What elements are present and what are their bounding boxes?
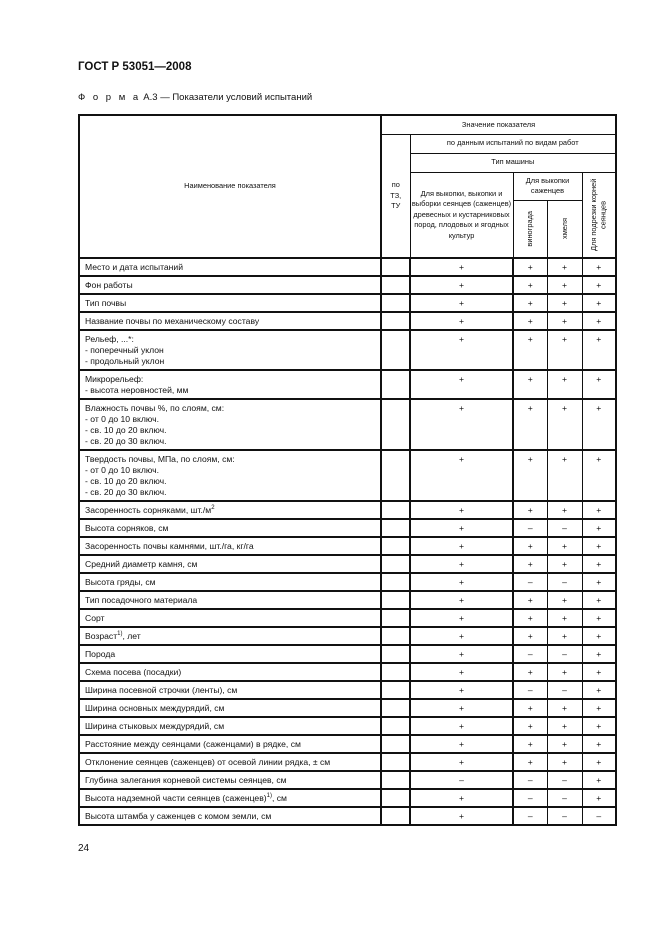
page-number: 24 bbox=[78, 843, 90, 854]
indicator-name bbox=[79, 537, 381, 555]
value-roots: + bbox=[582, 276, 616, 294]
value-roots: + bbox=[582, 627, 616, 645]
indicator-name bbox=[79, 312, 381, 330]
indicator-line: Высота сорняков, см bbox=[85, 523, 169, 533]
value-tz bbox=[381, 450, 410, 501]
value-tz bbox=[381, 370, 410, 399]
indicator-name bbox=[79, 609, 381, 627]
indicator-name bbox=[79, 330, 381, 370]
value-seedlings: + bbox=[410, 399, 513, 450]
indicator-line: Твердость почвы, МПа, по слоям, см: bbox=[85, 454, 235, 464]
indicator-line: - продольный уклон bbox=[85, 356, 165, 366]
table-row bbox=[79, 717, 616, 735]
indicator-name bbox=[79, 717, 381, 735]
table-row bbox=[79, 501, 616, 519]
value-roots: + bbox=[582, 753, 616, 771]
conditions-table bbox=[78, 114, 617, 826]
table-row bbox=[79, 573, 616, 591]
value-tz bbox=[381, 537, 410, 555]
value-hops: + bbox=[547, 399, 582, 450]
value-grape: + bbox=[513, 627, 547, 645]
value-grape: + bbox=[513, 555, 547, 573]
table-row bbox=[79, 609, 616, 627]
indicator-name bbox=[79, 699, 381, 717]
value-tz bbox=[381, 681, 410, 699]
value-tz bbox=[381, 573, 410, 591]
indicator-name bbox=[79, 258, 381, 276]
indicator-line: Тип почвы bbox=[85, 298, 127, 308]
value-hops: + bbox=[547, 370, 582, 399]
value-tz bbox=[381, 591, 410, 609]
value-seedlings: + bbox=[410, 312, 513, 330]
table-row bbox=[79, 789, 616, 807]
value-tz bbox=[381, 627, 410, 645]
value-seedlings: + bbox=[410, 537, 513, 555]
indicator-line: - поперечный уклон bbox=[85, 345, 164, 355]
header-seedlings: Для выкопки, выкопки и выборки сеянцев (саженцев) древесных и кустарниковых пород, плодовых и ягодных культур bbox=[410, 172, 513, 258]
value-roots: + bbox=[582, 294, 616, 312]
value-tz bbox=[381, 294, 410, 312]
value-grape: – bbox=[513, 789, 547, 807]
value-hops: + bbox=[547, 753, 582, 771]
value-grape: – bbox=[513, 573, 547, 591]
value-seedlings: + bbox=[410, 573, 513, 591]
value-tz bbox=[381, 519, 410, 537]
value-hops: – bbox=[547, 519, 582, 537]
indicator-line: Схема посева (посадки) bbox=[85, 667, 182, 677]
value-grape: + bbox=[513, 717, 547, 735]
header-machine-type: Тип машины bbox=[410, 153, 616, 172]
value-grape: – bbox=[513, 807, 547, 825]
value-seedlings: + bbox=[410, 609, 513, 627]
value-hops: – bbox=[547, 573, 582, 591]
value-roots: + bbox=[582, 399, 616, 450]
value-roots: + bbox=[582, 681, 616, 699]
table-row bbox=[79, 276, 616, 294]
table-row bbox=[79, 591, 616, 609]
indicator-suffix: , лет bbox=[122, 631, 141, 641]
value-hops: + bbox=[547, 627, 582, 645]
value-tz bbox=[381, 771, 410, 789]
value-seedlings: + bbox=[410, 699, 513, 717]
indicator-name bbox=[79, 591, 381, 609]
value-grape: + bbox=[513, 330, 547, 370]
value-tz bbox=[381, 753, 410, 771]
indicator-name bbox=[79, 450, 381, 501]
indicator-line: - св. 10 до 20 включ. bbox=[85, 425, 167, 435]
value-grape: – bbox=[513, 681, 547, 699]
value-hops: + bbox=[547, 717, 582, 735]
indicator-line: - от 0 до 10 включ. bbox=[85, 414, 160, 424]
value-tz bbox=[381, 807, 410, 825]
indicator-line: - высота неровностей, мм bbox=[85, 385, 189, 395]
value-grape: + bbox=[513, 258, 547, 276]
indicator-line: Влажность почвы %, по слоям, см: bbox=[85, 403, 225, 413]
value-seedlings: + bbox=[410, 519, 513, 537]
table-row bbox=[79, 807, 616, 825]
value-roots: + bbox=[582, 450, 616, 501]
indicator-name bbox=[79, 681, 381, 699]
value-roots: + bbox=[582, 609, 616, 627]
value-hops: + bbox=[547, 258, 582, 276]
table-row bbox=[79, 627, 616, 645]
indicator-line: Фон работы bbox=[85, 280, 133, 290]
value-roots: + bbox=[582, 699, 616, 717]
header-test-data: по данным испытаний по видам работ bbox=[410, 134, 616, 153]
value-tz bbox=[381, 609, 410, 627]
value-roots: + bbox=[582, 789, 616, 807]
value-seedlings: + bbox=[410, 501, 513, 519]
header-name: Наименование показателя bbox=[79, 115, 381, 258]
indicator-text: Возраст bbox=[85, 631, 118, 641]
value-grape: + bbox=[513, 276, 547, 294]
value-hops: – bbox=[547, 645, 582, 663]
value-roots: + bbox=[582, 771, 616, 789]
indicator-name bbox=[79, 370, 381, 399]
value-roots: + bbox=[582, 537, 616, 555]
value-seedlings: + bbox=[410, 450, 513, 501]
indicator-line: Глубина залегания корневой системы сеянцев, см bbox=[85, 775, 287, 785]
indicator-line: Расстояние между сеянцами (саженцами) в рядке, см bbox=[85, 739, 301, 749]
value-seedlings: + bbox=[410, 789, 513, 807]
value-grape: + bbox=[513, 699, 547, 717]
indicator-line: Высота штамба у саженцев с комом земли, см bbox=[85, 811, 272, 821]
indicator-line: Название почвы по механическому составу bbox=[85, 316, 260, 326]
table-row bbox=[79, 370, 616, 399]
form-caption bbox=[78, 92, 312, 103]
value-tz bbox=[381, 399, 410, 450]
value-roots: + bbox=[582, 519, 616, 537]
value-grape: + bbox=[513, 735, 547, 753]
indicator-name bbox=[79, 294, 381, 312]
value-roots: + bbox=[582, 312, 616, 330]
table-row bbox=[79, 294, 616, 312]
value-roots: + bbox=[582, 645, 616, 663]
value-tz bbox=[381, 663, 410, 681]
value-hops: + bbox=[547, 537, 582, 555]
value-grape: + bbox=[513, 294, 547, 312]
indicator-name bbox=[79, 501, 381, 519]
value-seedlings: + bbox=[410, 276, 513, 294]
value-tz bbox=[381, 699, 410, 717]
header-value: Значение показателя bbox=[381, 115, 616, 134]
value-hops: + bbox=[547, 699, 582, 717]
value-tz bbox=[381, 789, 410, 807]
indicator-line: Рельеф, ...*: bbox=[85, 334, 134, 344]
table-row bbox=[79, 258, 616, 276]
value-seedlings: + bbox=[410, 627, 513, 645]
value-seedlings: + bbox=[410, 717, 513, 735]
indicator-line: Тип посадочного материала bbox=[85, 595, 198, 605]
value-hops: – bbox=[547, 789, 582, 807]
indicator-name bbox=[79, 645, 381, 663]
value-hops: + bbox=[547, 312, 582, 330]
header-tz: по ТЗ, ТУ bbox=[381, 134, 410, 258]
value-hops: – bbox=[547, 807, 582, 825]
indicator-line bbox=[85, 793, 375, 804]
indicator-line: Микрорельеф: bbox=[85, 374, 144, 384]
value-tz bbox=[381, 735, 410, 753]
indicator-text: Высота надземной части сеянцев (саженцев) bbox=[85, 793, 267, 803]
indicator-name bbox=[79, 771, 381, 789]
value-roots: + bbox=[582, 555, 616, 573]
indicator-line: - св. 10 до 20 включ. bbox=[85, 476, 167, 486]
value-roots: + bbox=[582, 330, 616, 370]
value-roots: + bbox=[582, 717, 616, 735]
value-roots: – bbox=[582, 807, 616, 825]
value-roots: + bbox=[582, 591, 616, 609]
indicator-line: - св. 20 до 30 включ. bbox=[85, 487, 167, 497]
value-roots: + bbox=[582, 663, 616, 681]
value-grape: + bbox=[513, 663, 547, 681]
header-roots: Для подрезки корней сеянцев bbox=[582, 172, 616, 258]
value-seedlings: + bbox=[410, 681, 513, 699]
indicator-line: Сорт bbox=[85, 613, 105, 623]
indicator-line: Ширина посевной строчки (ленты), см bbox=[85, 685, 238, 695]
value-seedlings: + bbox=[410, 591, 513, 609]
value-hops: – bbox=[547, 681, 582, 699]
indicator-line: Засоренность почвы камнями, шт./га, кг/га bbox=[85, 541, 254, 551]
value-hops: + bbox=[547, 450, 582, 501]
table-row bbox=[79, 399, 616, 450]
header-grape: винограда bbox=[513, 200, 547, 258]
indicator-line bbox=[85, 631, 375, 642]
value-hops: + bbox=[547, 735, 582, 753]
value-hops: + bbox=[547, 663, 582, 681]
value-seedlings: + bbox=[410, 370, 513, 399]
caption-prefix: Ф о р м а bbox=[78, 92, 141, 103]
value-seedlings: + bbox=[410, 294, 513, 312]
value-tz bbox=[381, 258, 410, 276]
value-grape: – bbox=[513, 519, 547, 537]
indicator-line: Средний диаметр камня, см bbox=[85, 559, 198, 569]
table-row bbox=[79, 330, 616, 370]
table-row bbox=[79, 735, 616, 753]
value-tz bbox=[381, 555, 410, 573]
table-row bbox=[79, 663, 616, 681]
value-grape: – bbox=[513, 645, 547, 663]
value-roots: + bbox=[582, 370, 616, 399]
indicator-line: Отклонение сеянцев (саженцев) от осевой линии рядка, ± см bbox=[85, 757, 331, 767]
value-hops: + bbox=[547, 276, 582, 294]
table-row bbox=[79, 681, 616, 699]
document-title: ГОСТ Р 53051—2008 bbox=[78, 61, 192, 73]
table-row bbox=[79, 645, 616, 663]
value-grape: + bbox=[513, 591, 547, 609]
header-hops: хмеля bbox=[547, 200, 582, 258]
value-grape: + bbox=[513, 370, 547, 399]
indicator-line: - св. 20 до 30 включ. bbox=[85, 436, 167, 446]
value-seedlings: + bbox=[410, 807, 513, 825]
value-hops: + bbox=[547, 609, 582, 627]
value-seedlings: + bbox=[410, 258, 513, 276]
footnote-mark: 2 bbox=[211, 505, 215, 512]
value-hops: + bbox=[547, 591, 582, 609]
indicator-name bbox=[79, 573, 381, 591]
value-grape: + bbox=[513, 753, 547, 771]
value-roots: + bbox=[582, 258, 616, 276]
table-row bbox=[79, 519, 616, 537]
table-row bbox=[79, 753, 616, 771]
table-row bbox=[79, 555, 616, 573]
table-row bbox=[79, 699, 616, 717]
indicator-suffix: , см bbox=[271, 793, 287, 803]
table-row bbox=[79, 771, 616, 789]
value-hops: + bbox=[547, 294, 582, 312]
value-seedlings: + bbox=[410, 735, 513, 753]
indicator-name bbox=[79, 663, 381, 681]
value-seedlings: + bbox=[410, 663, 513, 681]
indicator-name bbox=[79, 735, 381, 753]
value-hops: + bbox=[547, 501, 582, 519]
header-saplings: Для выкопки саженцев bbox=[513, 172, 582, 200]
value-tz bbox=[381, 645, 410, 663]
table-row bbox=[79, 312, 616, 330]
indicator-text: Засоренность сорняками, шт./м bbox=[85, 505, 212, 515]
value-tz bbox=[381, 312, 410, 330]
value-seedlings: + bbox=[410, 555, 513, 573]
indicator-name bbox=[79, 519, 381, 537]
table-row bbox=[79, 450, 616, 501]
footnote-mark: 1) bbox=[117, 631, 123, 638]
value-hops: – bbox=[547, 771, 582, 789]
caption-text: А.3 — Показатели условий испытаний bbox=[140, 92, 313, 103]
indicator-name bbox=[79, 276, 381, 294]
table-row bbox=[79, 537, 616, 555]
value-seedlings: – bbox=[410, 771, 513, 789]
value-grape: + bbox=[513, 399, 547, 450]
indicator-line: Ширина стыковых междурядий, см bbox=[85, 721, 225, 731]
value-seedlings: + bbox=[410, 645, 513, 663]
indicator-name bbox=[79, 789, 381, 807]
indicator-line bbox=[85, 505, 375, 516]
indicator-name bbox=[79, 627, 381, 645]
indicator-name bbox=[79, 807, 381, 825]
indicator-line: Высота гряды, см bbox=[85, 577, 156, 587]
indicator-line: - от 0 до 10 включ. bbox=[85, 465, 160, 475]
indicator-name bbox=[79, 555, 381, 573]
value-hops: + bbox=[547, 330, 582, 370]
value-tz bbox=[381, 717, 410, 735]
indicator-line: Порода bbox=[85, 649, 116, 659]
value-grape: + bbox=[513, 609, 547, 627]
value-tz bbox=[381, 330, 410, 370]
value-tz bbox=[381, 276, 410, 294]
value-roots: + bbox=[582, 573, 616, 591]
indicator-line: Ширина основных междурядий, см bbox=[85, 703, 225, 713]
value-tz bbox=[381, 501, 410, 519]
indicator-name bbox=[79, 399, 381, 450]
value-hops: + bbox=[547, 555, 582, 573]
value-roots: + bbox=[582, 501, 616, 519]
footnote-mark: 1) bbox=[266, 793, 272, 800]
indicator-name bbox=[79, 753, 381, 771]
value-roots: + bbox=[582, 735, 616, 753]
value-seedlings: + bbox=[410, 753, 513, 771]
value-grape: + bbox=[513, 450, 547, 501]
indicator-line: Место и дата испытаний bbox=[85, 262, 184, 272]
value-grape: – bbox=[513, 771, 547, 789]
value-grape: + bbox=[513, 312, 547, 330]
value-grape: + bbox=[513, 501, 547, 519]
value-seedlings: + bbox=[410, 330, 513, 370]
value-grape: + bbox=[513, 537, 547, 555]
